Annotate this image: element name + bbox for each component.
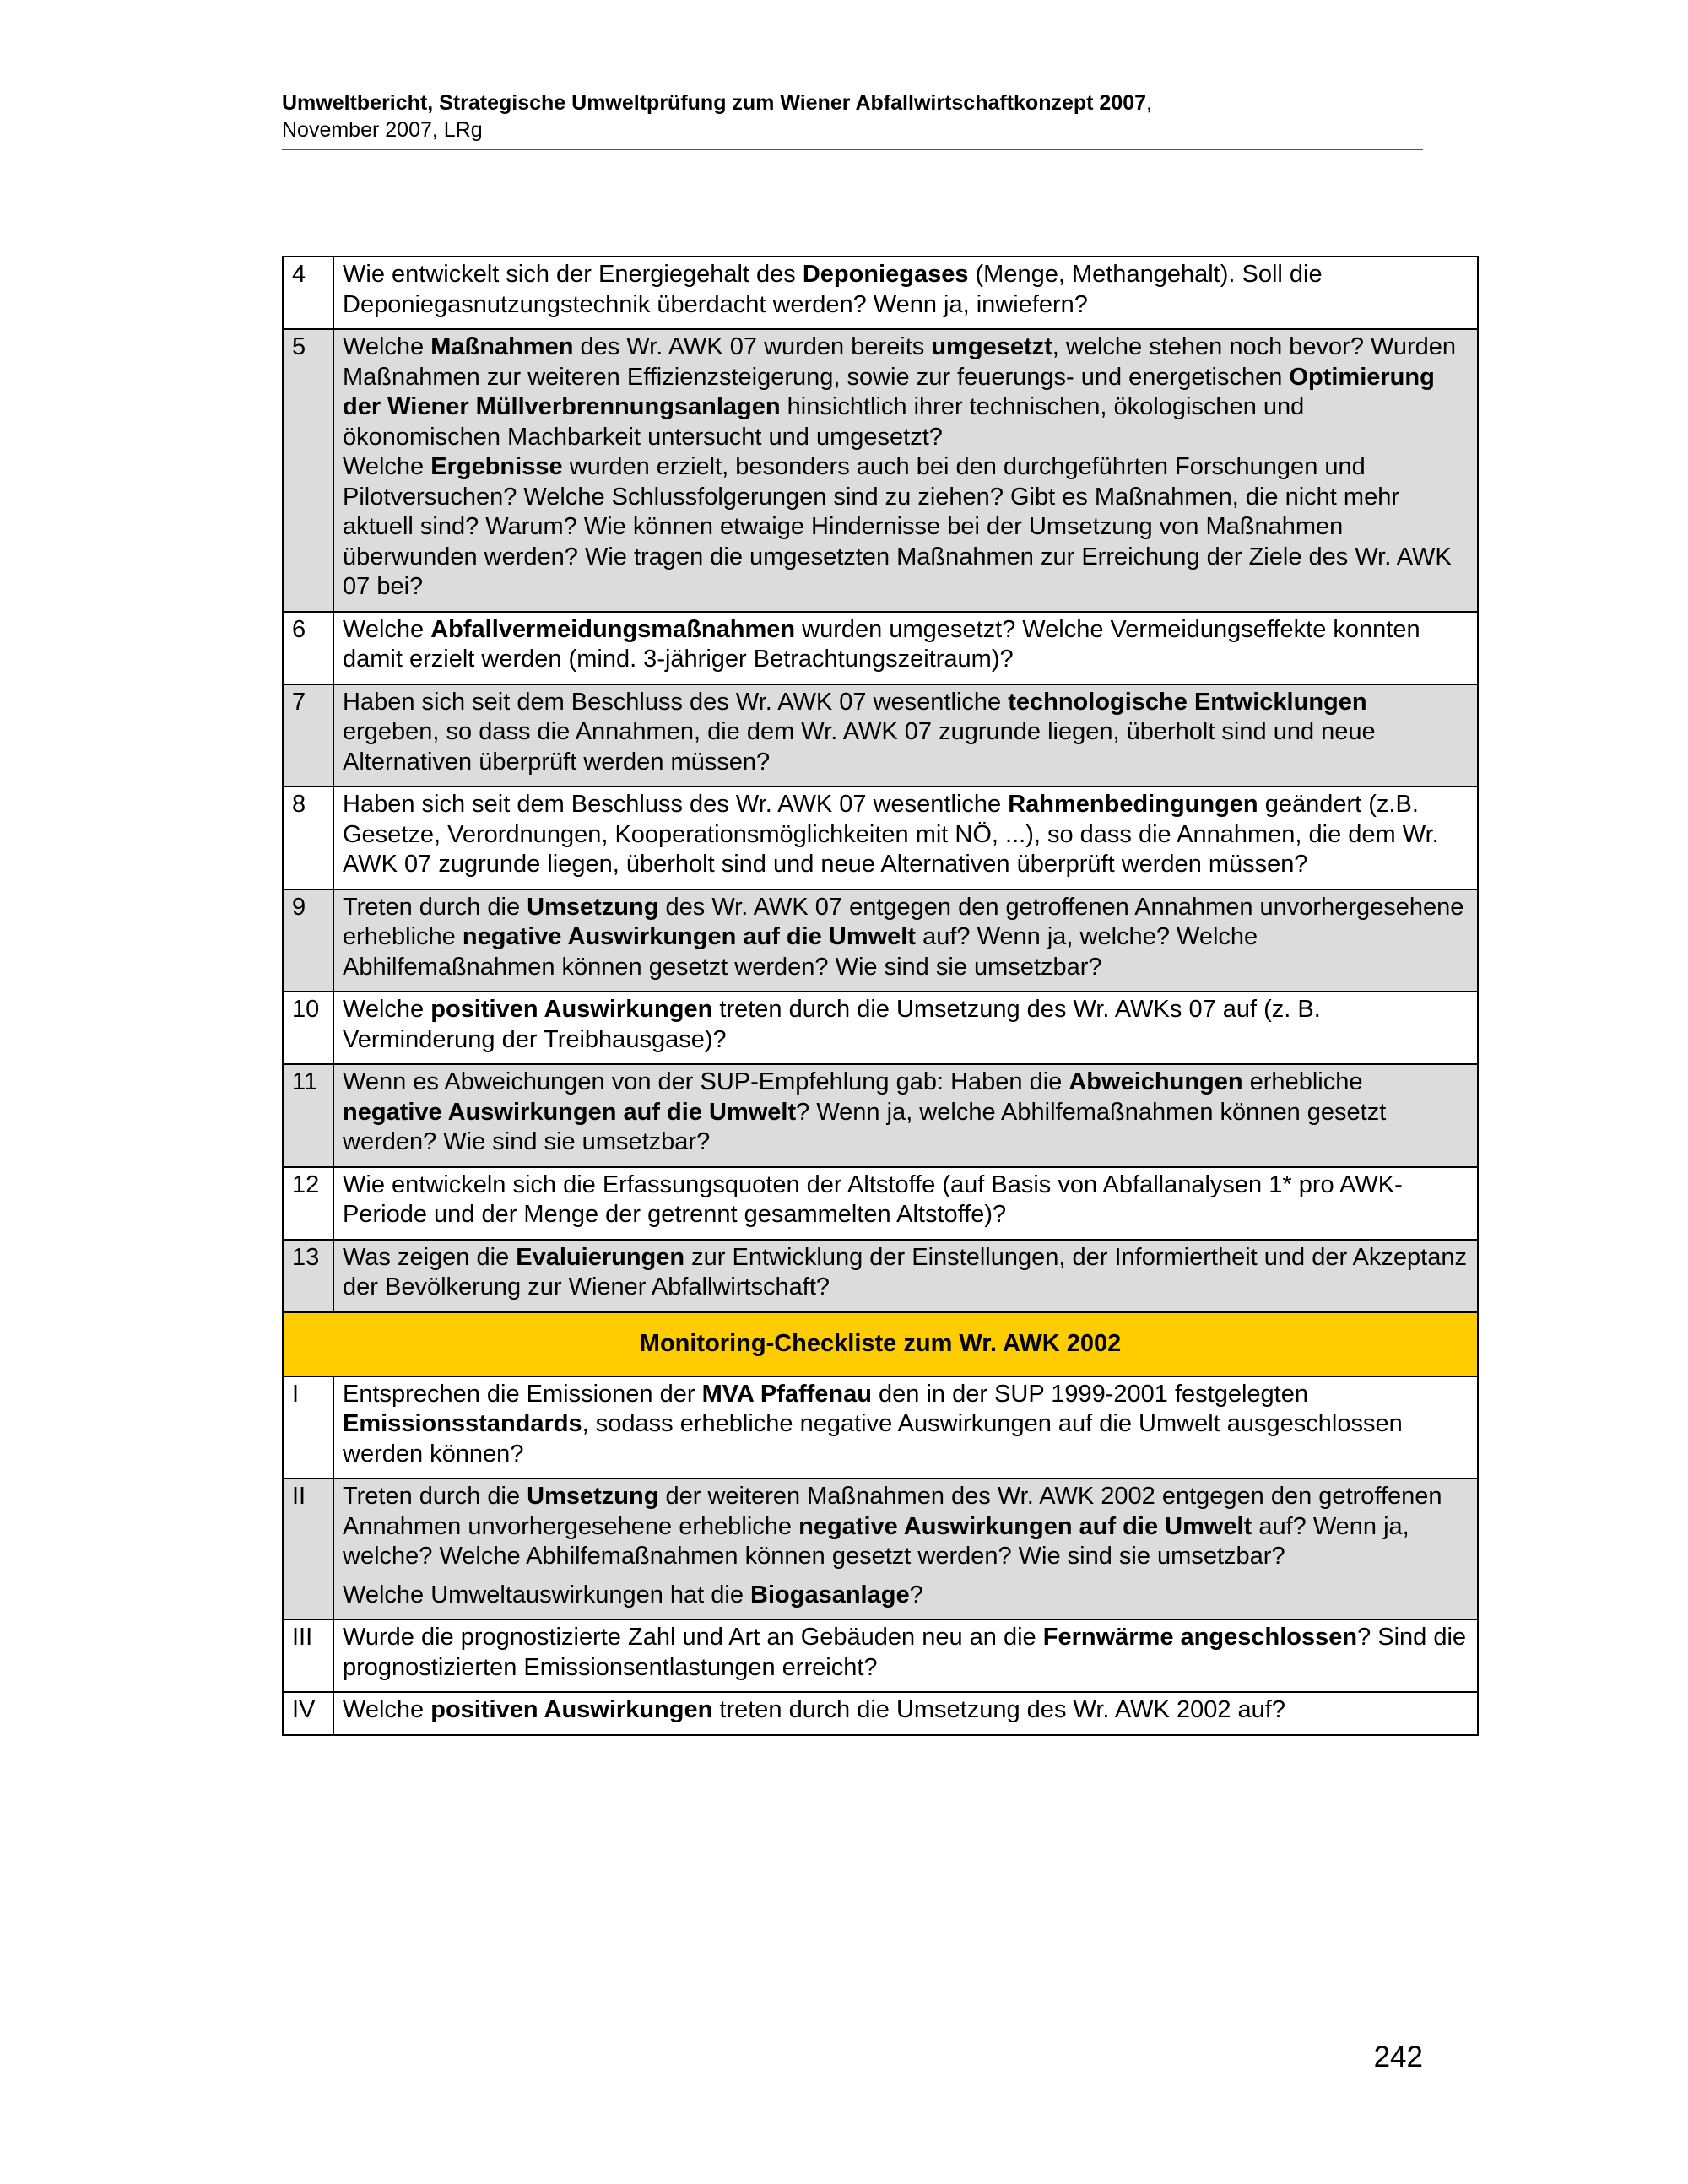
row-number: 6: [283, 612, 333, 684]
question-paragraph: [343, 688, 1469, 778]
row-number: 7: [283, 684, 333, 787]
question-text: Welche: [343, 333, 431, 360]
question-text: geändert (z.B. Gesetze, Verordnungen, Kooperationsmöglichkeiten mit NÖ, ...), so dass die Annahmen, die dem Wr. AWK 07 zugrunde liegen, überholt sind und neue Alternativen überprüft werden müssen?: [343, 791, 1439, 878]
checklist-row: [283, 612, 1478, 684]
emphasized-text: Abweichungen: [1069, 1068, 1243, 1095]
question-text: Haben sich seit dem Beschluss des Wr. AWK 07 wesentliche: [343, 688, 1009, 716]
checklist-row: [283, 1619, 1478, 1692]
row-question: [333, 1692, 1478, 1735]
checklist-row: [283, 329, 1478, 612]
question-text: Welche Umweltauswirkungen hat die: [343, 1581, 751, 1608]
row-question: [333, 992, 1478, 1064]
question-text: Welche: [343, 453, 431, 480]
question-text: wurden umgesetzt? Welche Vermeidungseffekte konnten damit erzielt werden (mind. 3-jähriger Betrachtungszeitraum)?: [343, 615, 1420, 673]
row-number: IV: [283, 1692, 333, 1735]
row-question: [333, 1479, 1478, 1619]
question-text: wurden erzielt, besonders auch bei den durchgeführten Forschungen und Pilotversuchen? Welche Schlussfolgerungen sind zu ziehen? Gibt es Maßnahmen, die nicht mehr aktuell sind? Warum? Wie können etwaige Hindernisse bei der Umsetzung von Maßnahmen überwunden werden? Wie tragen die umgesetzten Maßnahmen zur Erreichung der Ziele des Wr. AWK 07 bei?: [343, 453, 1452, 600]
row-question: [333, 1167, 1478, 1240]
question-text: des Wr. AWK 07 entgegen den getroffenen Annahmen unvorhergesehene erhebliche: [343, 893, 1464, 950]
emphasized-text: Optimierung der Wiener Müllverbrennungsanlagen: [343, 363, 1435, 420]
checklist-row: [283, 1479, 1478, 1619]
question-text: zur Entwicklung der Einstellungen, der Informiertheit und der Akzeptanz der Bevölkerung zur Wiener Abfallwirtschaft?: [343, 1243, 1467, 1300]
question-text: auf? Wenn ja, welche? Welche Abhilfemaßnahmen können gesetzt werden? Wie sind sie umsetzbar?: [343, 1512, 1409, 1570]
monitoring-checklist-table: [282, 256, 1479, 1736]
question-text: auf? Wenn ja, welche? Welche Abhilfemaßnahmen können gesetzt werden? Wie sind sie umsetzbar?: [343, 923, 1258, 981]
row-question: [333, 612, 1478, 684]
emphasized-text: Evaluierungen: [516, 1243, 685, 1271]
question-paragraph: [343, 995, 1469, 1055]
question-paragraph: [343, 893, 1469, 983]
question-text: Was zeigen die: [343, 1243, 517, 1271]
question-text: ? Sind die prognostizierten Emissionsentlastungen erreicht?: [343, 1624, 1467, 1681]
row-question: [333, 1064, 1478, 1167]
emphasized-text: negative Auswirkungen auf die Umwelt: [343, 1098, 797, 1126]
emphasized-text: umgesetzt: [931, 333, 1052, 360]
question-text: der weiteren Maßnahmen des Wr. AWK 2002 entgegen den getroffenen Annahmen unvorhergesehene erhebliche: [343, 1483, 1442, 1540]
question-paragraph: [343, 332, 1469, 452]
question-text: , welche stehen noch bevor? Wurden Maßnahmen zur weiteren Effizienzsteigerung, sowie zur feuerungs- und energetischen: [343, 333, 1457, 391]
emphasized-text: negative Auswirkungen auf die Umwelt: [798, 1512, 1252, 1540]
question-text: des Wr. AWK 07 wurden bereits: [573, 333, 932, 360]
checklist-row: [283, 684, 1478, 787]
row-number: 9: [283, 889, 333, 992]
question-text: Welche: [343, 996, 431, 1023]
checklist-row: [283, 787, 1478, 889]
question-text: den in der SUP 1999-2001 festgelegten: [871, 1380, 1308, 1408]
question-text: erhebliche: [1242, 1068, 1363, 1095]
question-text: ergeben, so dass die Annahmen, die dem Wr. AWK 07 zugrunde liegen, überholt sind und neue Alternativen überprüft werden müssen?: [343, 718, 1376, 776]
checklist-row: [283, 992, 1478, 1064]
checklist-row: [283, 1240, 1478, 1312]
question-paragraph: [343, 260, 1469, 320]
emphasized-text: Maßnahmen: [430, 333, 574, 360]
emphasized-text: technologische Entwicklungen: [1008, 688, 1367, 716]
question-text: ? Wenn ja, welche Abhilfemaßnahmen können gesetzt werden? Wie sind sie umsetzbar?: [343, 1098, 1387, 1155]
row-number: 11: [283, 1064, 333, 1167]
row-question: [333, 1240, 1478, 1312]
page-header: [282, 89, 1423, 150]
section-header-row: [283, 1312, 1478, 1376]
row-question: [333, 329, 1478, 612]
question-paragraph: [343, 790, 1469, 880]
emphasized-text: Biogasanlage: [750, 1581, 910, 1608]
emphasized-text: positiven Auswirkungen: [430, 996, 713, 1023]
question-text: ?: [909, 1581, 923, 1608]
emphasized-text: Abfallvermeidungsmaßnahmen: [430, 615, 796, 643]
question-text: Wurde die prognostizierte Zahl und Art an Gebäuden neu an die: [343, 1624, 1043, 1651]
row-question: [333, 684, 1478, 787]
question-text: Wenn es Abweichungen von der SUP-Empfehlung gab: Haben die: [343, 1068, 1069, 1095]
question-text: Wie entwickeln sich die Erfassungsquoten der Altstoffe (auf Basis von Abfallanalysen 1* pro AWK-Periode und der Menge der getrennt gesammelten Altstoffe)?: [343, 1170, 1403, 1228]
header-title: Umweltbericht, Strategische Umweltprüfung zum Wiener Abfallwirtschaftkonzept 2007: [282, 91, 1147, 115]
question-paragraph: [343, 1380, 1469, 1470]
row-number: 10: [283, 992, 333, 1064]
emphasized-text: Emissionsstandards: [343, 1410, 582, 1437]
question-paragraph: [343, 1695, 1469, 1726]
emphasized-text: Umsetzung: [527, 1483, 659, 1510]
row-number: 13: [283, 1240, 333, 1312]
section-title: Monitoring-Checkliste zum Wr. AWK 2002: [283, 1312, 1478, 1376]
question-text: Wie entwickelt sich der Energiegehalt des: [343, 261, 803, 288]
emphasized-text: Umsetzung: [527, 893, 659, 921]
row-question: [333, 1619, 1478, 1692]
question-paragraph: [343, 1482, 1469, 1572]
question-text: (Menge, Methangehalt). Soll die Deponiegasnutzungstechnik überdacht werden? Wenn ja, inwiefern?: [343, 261, 1323, 318]
question-paragraph: [343, 1170, 1469, 1230]
row-number: 5: [283, 329, 333, 612]
question-text: Entsprechen die Emissionen der: [343, 1380, 702, 1408]
row-question: [333, 787, 1478, 889]
checklist-row: [283, 889, 1478, 992]
row-question: [333, 257, 1478, 329]
emphasized-text: Rahmenbedingungen: [1008, 791, 1258, 818]
row-number: I: [283, 1376, 333, 1479]
row-number: 4: [283, 257, 333, 329]
question-text: Haben sich seit dem Beschluss des Wr. AWK 07 wesentliche: [343, 791, 1009, 818]
emphasized-text: positiven Auswirkungen: [430, 1696, 713, 1723]
checklist-body: [283, 257, 1478, 1735]
question-text: treten durch die Umsetzung des Wr. AWK 2002 auf?: [712, 1696, 1285, 1723]
question-text: , sodass erhebliche negative Auswirkungen auf die Umwelt ausgeschlossen werden können?: [343, 1410, 1403, 1468]
question-paragraph: [343, 615, 1469, 675]
row-question: [333, 1376, 1478, 1479]
question-paragraph: [343, 1068, 1469, 1158]
question-text: hinsichtlich ihrer technischen, ökologischen und ökonomischen Machbarkeit untersucht und umgesetzt?: [343, 393, 1305, 451]
page-number: 242: [1373, 2041, 1423, 2073]
question-text: Welche: [343, 615, 431, 643]
row-number: III: [283, 1619, 333, 1692]
row-number: 12: [283, 1167, 333, 1240]
emphasized-text: MVA Pfaffenau: [701, 1380, 872, 1408]
question-paragraph: [343, 1581, 1469, 1611]
header-subtitle: November 2007, LRg: [282, 118, 483, 142]
question-text: Treten durch die: [343, 1483, 528, 1510]
row-number: 8: [283, 787, 333, 889]
row-question: [333, 889, 1478, 992]
emphasized-text: Deponiegases: [802, 261, 969, 288]
checklist-row: [283, 1167, 1478, 1240]
header-title-suffix: ,: [1146, 91, 1152, 115]
emphasized-text: negative Auswirkungen auf die Umwelt: [462, 923, 917, 950]
question-paragraph: [343, 452, 1469, 603]
question-paragraph: [343, 1623, 1469, 1683]
row-number: II: [283, 1479, 333, 1619]
question-paragraph: [343, 1243, 1469, 1303]
header-title-line: [282, 89, 1423, 116]
question-text: Welche: [343, 1696, 431, 1723]
emphasized-text: Fernwärme angeschlossen: [1042, 1624, 1358, 1651]
question-text: Treten durch die: [343, 893, 528, 921]
checklist-row: [283, 257, 1478, 329]
question-text: treten durch die Umsetzung des Wr. AWKs 07 auf (z. B. Verminderung der Treibhausgase)?: [343, 996, 1321, 1053]
checklist-row: [283, 1064, 1478, 1167]
emphasized-text: Ergebnisse: [430, 453, 563, 480]
checklist-row: [283, 1376, 1478, 1479]
checklist-row: [283, 1692, 1478, 1735]
